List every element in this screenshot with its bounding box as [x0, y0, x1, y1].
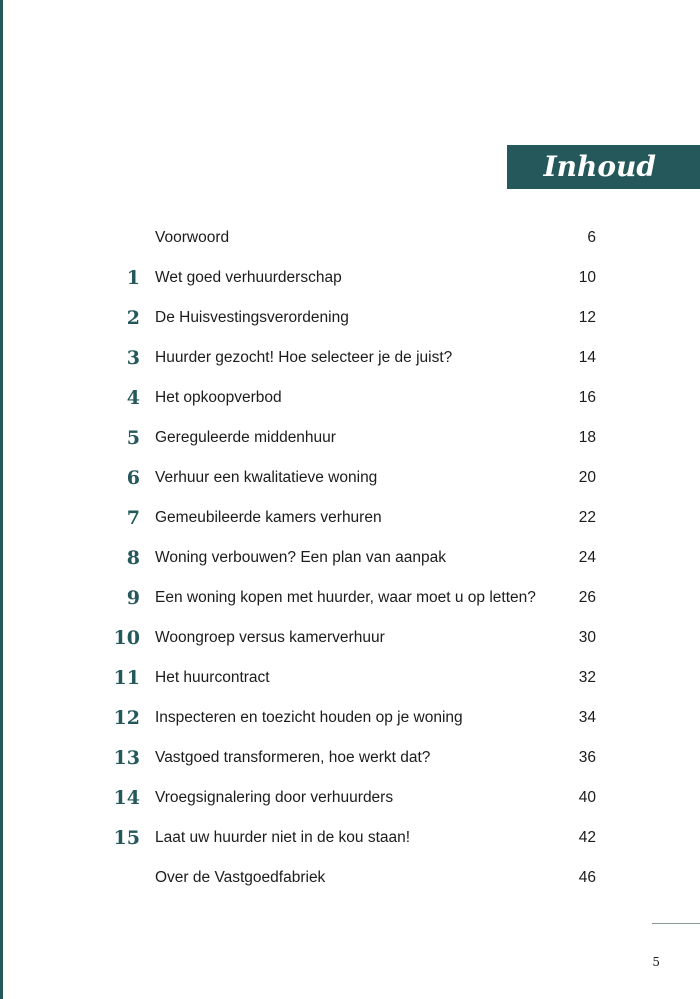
toc-chapter-title: Laat uw huurder niet in de kou staan!	[155, 829, 411, 846]
toc-entry[interactable]	[0, 778, 700, 818]
toc-chapter-number: 14	[113, 787, 140, 809]
toc-entry[interactable]	[0, 338, 700, 378]
toc-chapter-number: 13	[113, 747, 140, 769]
toc-chapter-number: 6	[126, 467, 140, 489]
toc-chapter-title: Huurder gezocht! Hoe selecteer je de juist?	[155, 349, 453, 366]
page-number: 5	[652, 955, 660, 969]
toc-entry[interactable]	[0, 378, 700, 418]
toc-page-number: 42	[578, 829, 596, 846]
toc-page-number: 20	[578, 469, 596, 486]
toc-chapter-title: De Huisvestingsverordening	[155, 309, 349, 326]
title-banner	[507, 145, 700, 189]
toc-page-number: 26	[578, 589, 596, 606]
toc-chapter-number: 5	[126, 427, 140, 449]
toc-entry[interactable]	[0, 618, 700, 658]
toc-entry[interactable]	[0, 818, 700, 858]
toc-chapter-title: Het huurcontract	[155, 669, 270, 686]
toc-entry[interactable]	[0, 658, 700, 698]
toc-entry[interactable]	[0, 738, 700, 778]
toc-page-number: 34	[578, 709, 596, 726]
toc-chapter-title: Wet goed verhuurderschap	[155, 269, 342, 286]
toc-page-number: 36	[578, 749, 596, 766]
toc-page-number: 18	[578, 429, 596, 446]
toc-page-number: 24	[578, 549, 596, 566]
toc-page-number: 46	[578, 869, 596, 886]
toc-chapter-title: Een woning kopen met huurder, waar moet u op letten?	[155, 589, 536, 606]
toc-chapter-number: 4	[126, 387, 140, 409]
toc-chapter-number: 3	[126, 347, 140, 369]
toc-entry[interactable]	[0, 418, 700, 458]
toc-entry[interactable]	[0, 538, 700, 578]
toc-chapter-number: 15	[113, 827, 140, 849]
page-title: Inhoud	[543, 150, 656, 183]
toc-entry[interactable]	[0, 858, 700, 898]
toc-page-number: 22	[578, 509, 596, 526]
toc-chapter-number: 8	[126, 547, 140, 569]
toc-entry[interactable]	[0, 498, 700, 538]
toc-entry[interactable]	[0, 258, 700, 298]
toc-chapter-title: Gereguleerde middenhuur	[155, 429, 336, 446]
toc-chapter-number: 11	[113, 667, 140, 689]
toc-page-number: 30	[578, 629, 596, 646]
toc-page-number: 16	[578, 389, 596, 406]
toc-page-number: 6	[587, 229, 596, 246]
toc-chapter-title: Woongroep versus kamerverhuur	[155, 629, 385, 646]
toc-chapter-title: Het opkoopverbod	[155, 389, 282, 406]
toc-chapter-title: Voorwoord	[155, 229, 230, 246]
toc-entry[interactable]	[0, 298, 700, 338]
toc-chapter-title: Vastgoed transformeren, hoe werkt dat?	[155, 749, 431, 766]
toc-chapter-title: Woning verbouwen? Een plan van aanpak	[155, 549, 446, 566]
footer-rule	[652, 923, 700, 924]
toc-page-number: 40	[578, 789, 596, 806]
toc-page-number: 10	[578, 269, 596, 286]
toc-chapter-title: Inspecteren en toezicht houden op je woning	[155, 709, 463, 726]
toc-chapter-number: 12	[113, 707, 140, 729]
toc-chapter-number: 1	[126, 267, 140, 289]
toc-chapter-number: 7	[126, 507, 140, 529]
toc-chapter-title: Verhuur een kwalitatieve woning	[155, 469, 378, 486]
toc-chapter-title: Over de Vastgoedfabriek	[155, 869, 326, 886]
toc-page-number: 12	[578, 309, 596, 326]
toc-chapter-number: 10	[113, 627, 140, 649]
toc-entry[interactable]	[0, 218, 700, 258]
toc-chapter-number: 9	[126, 587, 140, 609]
toc-entry[interactable]	[0, 698, 700, 738]
toc-chapter-title: Gemeubileerde kamers verhuren	[155, 509, 382, 526]
toc-entry[interactable]	[0, 458, 700, 498]
table-of-contents	[0, 218, 700, 898]
toc-entry[interactable]	[0, 578, 700, 618]
toc-page-number: 14	[578, 349, 596, 366]
toc-chapter-number: 2	[126, 307, 140, 329]
toc-page-number: 32	[578, 669, 596, 686]
toc-chapter-title: Vroegsignalering door verhuurders	[155, 789, 394, 806]
